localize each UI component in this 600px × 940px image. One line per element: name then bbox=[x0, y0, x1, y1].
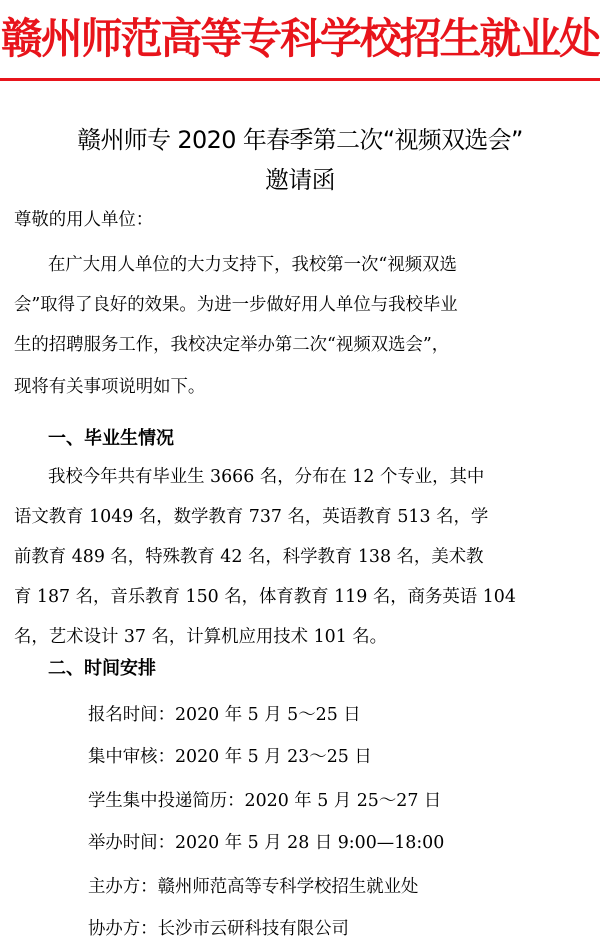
schedule-item: 举办时间：2020 年 5 月 28 日 9:00—18:00 bbox=[88, 833, 445, 853]
salutation: 尊敬的用人单位： bbox=[14, 210, 154, 230]
letterhead-title: 赣州师范高等专科学校招生就业处 bbox=[1, 14, 599, 63]
section-heading-schedule: 二、时间安排 bbox=[48, 658, 156, 679]
graduates-line: 语文教育 1049 名，数学教育 737 名，英语教育 513 名，学 bbox=[14, 507, 489, 527]
intro-line: 生的招聘服务工作，我校决定举办第二次“视频双选会”， bbox=[14, 335, 450, 355]
schedule-item: 协办方：长沙市云研科技有限公司 bbox=[88, 919, 349, 939]
graduates-line: 育 187 名，音乐教育 150 名，体育教育 119 名，商务英语 104 bbox=[14, 587, 516, 607]
schedule-item: 报名时间：2020 年 5 月 5～25 日 bbox=[88, 705, 361, 725]
letterhead-rule bbox=[0, 78, 600, 81]
schedule-item: 主办方：赣州师范高等专科学校招生就业处 bbox=[88, 877, 419, 897]
schedule-item: 集中审核：2020 年 5 月 23～25 日 bbox=[88, 747, 372, 767]
doc-title-line-2: 邀请函 bbox=[265, 166, 335, 194]
doc-title-line-1: 赣州师专 2020 年春季第二次“视频双选会” bbox=[77, 126, 523, 154]
section-heading-graduates: 一、毕业生情况 bbox=[48, 428, 174, 449]
intro-line: 现将有关事项说明如下。 bbox=[14, 377, 206, 397]
intro-line: 在广大用人单位的大力支持下，我校第一次“视频双选 bbox=[48, 255, 457, 275]
graduates-line: 我校今年共有毕业生 3666 名，分布在 12 个专业，其中 bbox=[48, 467, 485, 487]
graduates-line: 名，艺术设计 37 名，计算机应用技术 101 名。 bbox=[14, 627, 388, 647]
intro-line: 会”取得了良好的效果。为进一步做好用人单位与我校毕业 bbox=[14, 295, 458, 315]
graduates-line: 前教育 489 名，特殊教育 42 名，科学教育 138 名，美术教 bbox=[14, 547, 484, 567]
schedule-item: 学生集中投递简历：2020 年 5 月 25～27 日 bbox=[88, 791, 442, 811]
